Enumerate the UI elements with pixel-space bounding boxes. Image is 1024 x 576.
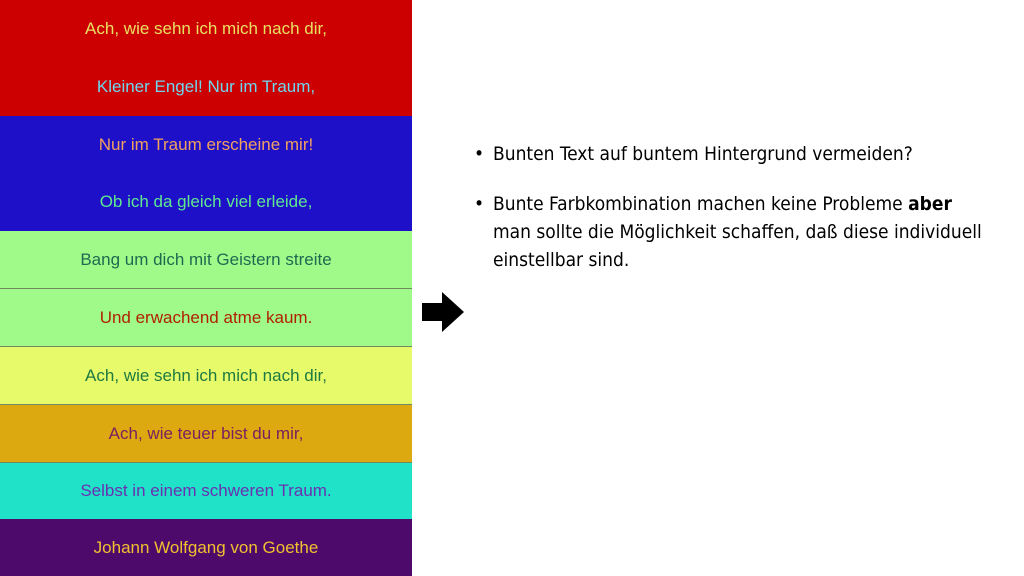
bullet-list bbox=[474, 140, 994, 296]
bullet-item bbox=[474, 190, 994, 274]
poem-panel bbox=[0, 0, 412, 576]
right-arrow-icon bbox=[422, 292, 464, 332]
bullet-text bbox=[493, 190, 994, 274]
bullet-item bbox=[474, 140, 994, 168]
bullet-text: Bunten Text auf buntem Hintergrund vermeiden? bbox=[493, 143, 913, 165]
poem-line: Ob ich da gleich viel erleide, bbox=[0, 173, 412, 231]
poem-author: Johann Wolfgang von Goethe bbox=[0, 519, 412, 576]
bullet-text-part: Bunte Farbkombination machen keine Probleme bbox=[493, 193, 909, 215]
poem-line: Und erwachend atme kaum. bbox=[0, 288, 412, 346]
bullet-text-part: man sollte die Möglichkeit schaffen, daß diese individuell einstellbar sind. bbox=[493, 221, 982, 271]
poem-line: Ach, wie sehn ich mich nach dir, bbox=[0, 0, 412, 58]
poem-line: Ach, wie teuer bist du mir, bbox=[0, 404, 412, 462]
bullet-text-bold: aber bbox=[908, 193, 952, 215]
bullet-dot: • bbox=[474, 143, 485, 165]
poem-line: Ach, wie sehn ich mich nach dir, bbox=[0, 346, 412, 404]
poem-line: Bang um dich mit Geistern streite bbox=[0, 231, 412, 288]
poem-line: Kleiner Engel! Nur im Traum, bbox=[0, 58, 412, 116]
bullet-dot: • bbox=[474, 193, 485, 215]
poem-line: Nur im Traum erscheine mir! bbox=[0, 116, 412, 173]
poem-line: Selbst in einem schweren Traum. bbox=[0, 462, 412, 519]
